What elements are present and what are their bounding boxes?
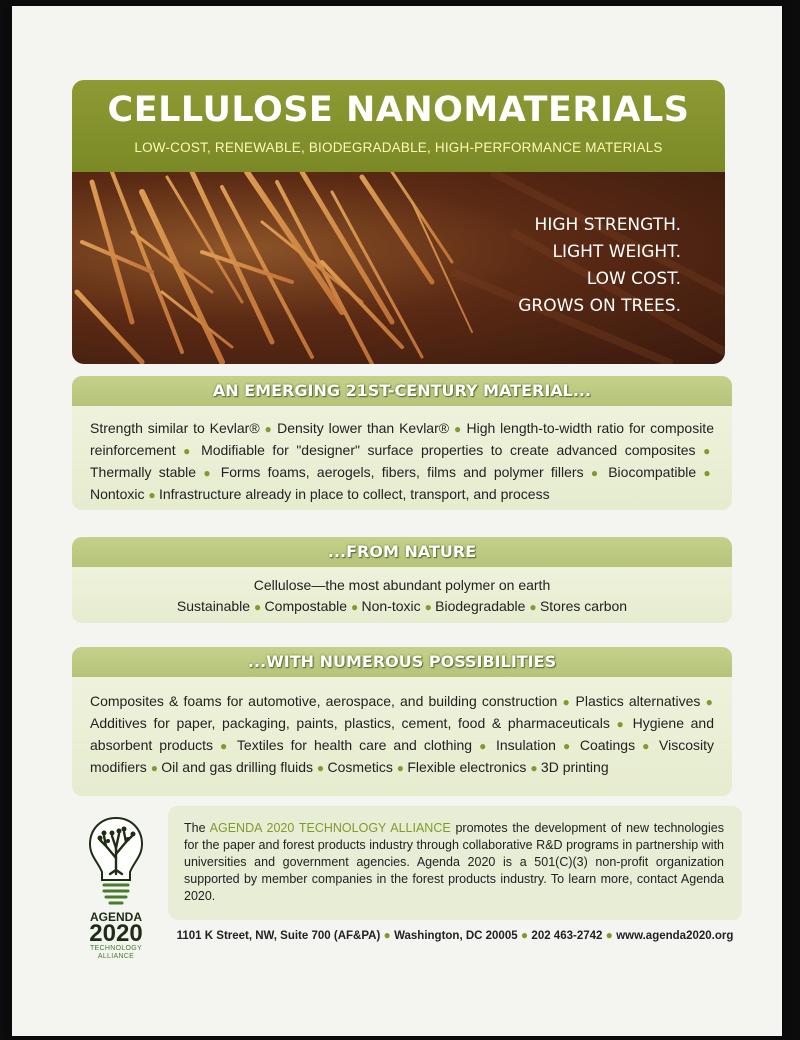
contact-website[interactable]: www.agenda2020.org bbox=[616, 930, 734, 942]
header-banner bbox=[72, 80, 725, 172]
logo-text-technology: TECHNOLOGY bbox=[89, 945, 142, 952]
feature-item: Nontoxic bbox=[90, 486, 145, 502]
about-box bbox=[168, 806, 742, 920]
bullet-dot: ● bbox=[264, 422, 278, 436]
feature-item: Insulation bbox=[495, 737, 556, 753]
feature-item: Infrastructure already in place to collect, transport, and process bbox=[158, 486, 550, 502]
bullet-dot: ● bbox=[316, 761, 328, 775]
bullet-dot: ● bbox=[529, 600, 540, 614]
feature-item: Plastics alternatives bbox=[575, 693, 701, 709]
feature-item: Hygiene and absorbent products bbox=[90, 715, 714, 753]
page-subtitle: LOW-COST, RENEWABLE, BIODEGRADABLE, HIGH-PERFORMANCE MATERIALS bbox=[134, 140, 663, 155]
page-title: CELLULOSE NANOMATERIALS bbox=[107, 90, 690, 130]
feature-item: Forms foams, aerogels, fibers, films and polymer fillers bbox=[220, 464, 584, 480]
bullet-dot: ● bbox=[605, 928, 617, 942]
flyer-page bbox=[12, 6, 782, 1036]
lightbulb-tree-icon bbox=[86, 814, 146, 906]
bullet-dot: ● bbox=[396, 761, 408, 775]
section-possibilities bbox=[72, 647, 732, 796]
contact-city: Washington, DC 20005 bbox=[394, 930, 518, 942]
feature-item: Non-toxic bbox=[361, 598, 421, 614]
tagline-trees: GROWS ON TREES. bbox=[518, 296, 681, 316]
about-body: promotes the development of new technologies for the paper and forest products industry through collaborative R&D programs in partnership with universities and government agencies. Agenda 2020 is a 501(C)(3) non-profit organization supported by member companies in the forest products industry. To learn more, contact Agenda 2020. bbox=[184, 821, 724, 903]
contact-phone: 202 463-2742 bbox=[531, 930, 603, 942]
bullet-dot: ● bbox=[530, 761, 541, 775]
feature-item: Coatings bbox=[579, 737, 636, 753]
bullet-dot: ● bbox=[703, 444, 715, 458]
tagline-cost: LOW COST. bbox=[586, 269, 681, 289]
bullet-dot: ● bbox=[616, 717, 633, 731]
bullet-dot: ● bbox=[424, 600, 436, 614]
tagline-strength: HIGH STRENGTH. bbox=[534, 215, 681, 235]
feature-item: Thermally stable bbox=[90, 464, 197, 480]
feature-item: Modifiable for "designer" surface properties to create advanced composites bbox=[201, 442, 696, 458]
feature-item: Cosmetics bbox=[327, 759, 393, 775]
logo-text-year: 2020 bbox=[89, 920, 143, 947]
about-org-name: AGENDA 2020 TECHNOLOGY ALLIANCE bbox=[209, 821, 451, 835]
feature-item: Biodegradable bbox=[435, 598, 526, 614]
about-prefix: The bbox=[184, 821, 206, 835]
bullet-dot: ● bbox=[562, 739, 580, 753]
bullet-dot: ● bbox=[383, 928, 395, 942]
bullet-dot: ● bbox=[562, 695, 576, 709]
feature-item: Density lower than Kevlar® bbox=[277, 420, 450, 436]
feature-item: Stores carbon bbox=[539, 598, 628, 614]
bullet-dot: ● bbox=[253, 600, 265, 614]
feature-item: Biocompatible bbox=[608, 464, 697, 480]
logo-text-agenda: AGENDA bbox=[89, 910, 142, 924]
bullet-dot: ● bbox=[350, 600, 362, 614]
bullet-dot: ● bbox=[183, 444, 202, 458]
section-body bbox=[72, 567, 732, 623]
section-heading: ...FROM NATURE bbox=[72, 537, 732, 567]
section-heading: ...WITH NUMEROUS POSSIBILITIES bbox=[72, 647, 732, 677]
feature-item: 3D printing bbox=[540, 759, 609, 775]
feature-item: Textiles for health care and clothing bbox=[236, 737, 473, 753]
contact-address: 1101 K Street, NW, Suite 700 (AF&PA) bbox=[176, 930, 381, 942]
feature-item: Composites & foams for automotive, aerospace, and building construction bbox=[90, 693, 558, 709]
bullet-dot: ● bbox=[642, 739, 659, 753]
bullet-dot: ● bbox=[148, 488, 159, 502]
bullet-dot: ● bbox=[703, 466, 715, 480]
bullet-dot: ● bbox=[479, 739, 496, 753]
agenda-2020-logo bbox=[76, 814, 156, 960]
feature-item: Compostable bbox=[264, 598, 348, 614]
section-lead: Cellulose—the most abundant polymer on earth bbox=[253, 577, 551, 593]
hero-taglines bbox=[518, 212, 681, 320]
bullet-dot: ● bbox=[453, 422, 467, 436]
section-body bbox=[72, 406, 732, 510]
feature-item: Strength similar to Kevlar® bbox=[90, 420, 260, 436]
section-body bbox=[72, 677, 732, 796]
feature-item: Viscosity modifiers bbox=[90, 737, 714, 775]
feature-item: Sustainable bbox=[176, 598, 251, 614]
bullet-dot: ● bbox=[220, 739, 237, 753]
contact-line bbox=[168, 928, 742, 942]
section-emerging-material bbox=[72, 376, 732, 510]
tagline-weight: LIGHT WEIGHT. bbox=[552, 242, 681, 262]
hero-image bbox=[72, 172, 725, 364]
feature-item: Oil and gas drilling fluids bbox=[161, 759, 314, 775]
logo-text-alliance: ALLIANCE bbox=[97, 953, 135, 960]
section-from-nature bbox=[72, 537, 732, 623]
bullet-dot: ● bbox=[590, 466, 609, 480]
bullet-dot: ● bbox=[520, 928, 532, 942]
feature-item: High length-to-width ratio for composite reinforcement bbox=[90, 420, 714, 458]
feature-item: Additives for paper, packaging, paints, plastics, cement, food & pharmaceuticals bbox=[90, 715, 610, 731]
nature-item-list bbox=[82, 596, 722, 618]
bullet-dot: ● bbox=[150, 761, 162, 775]
section-heading: AN EMERGING 21ST-CENTURY MATERIAL... bbox=[72, 376, 732, 406]
feature-item: Flexible electronics bbox=[407, 759, 527, 775]
bullet-dot: ● bbox=[705, 695, 715, 709]
bullet-dot: ● bbox=[203, 466, 221, 480]
